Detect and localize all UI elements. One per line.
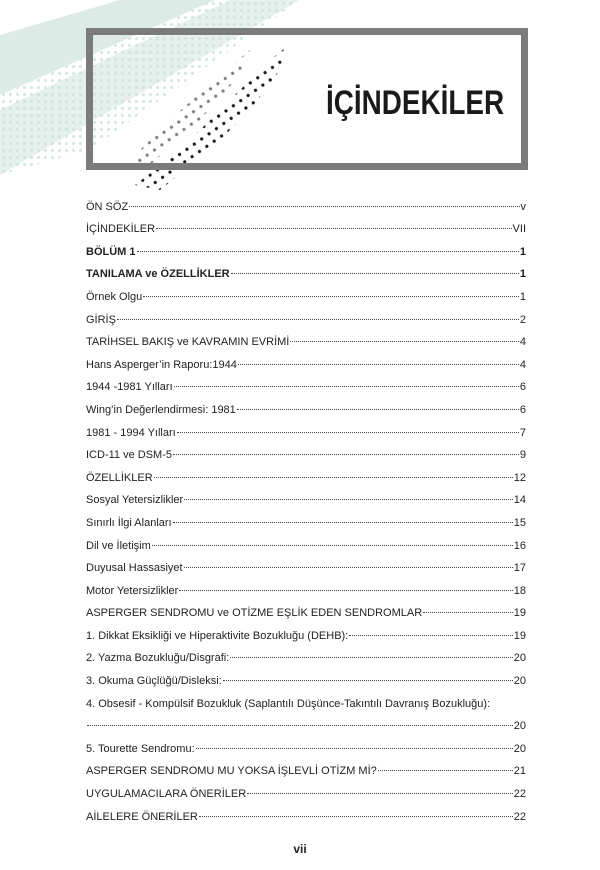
toc-leader-dots <box>231 272 519 274</box>
toc-entry-label: Hans Asperger’in Raporu:1944 <box>86 358 237 371</box>
toc-entry-page: 1 <box>519 290 526 303</box>
toc-leader-dots <box>143 295 519 297</box>
toc-entry-page: 16 <box>513 539 526 552</box>
toc-entry-page: 18 <box>513 584 526 597</box>
toc-entry-page: 15 <box>513 516 526 529</box>
toc-entry-label: UYGULAMACILARA ÖNERİLER <box>86 788 247 801</box>
toc-entry-label: 3. Okuma Güçlüğü/Disleksi: <box>86 675 222 688</box>
toc-entry[interactable] <box>86 416 526 439</box>
toc-entry-page: 19 <box>513 607 526 620</box>
toc-leader-dots <box>349 634 512 636</box>
toc-entry[interactable] <box>86 235 526 258</box>
toc-leader-dots <box>184 498 513 500</box>
toc-leader-dots <box>173 453 519 455</box>
toc-entry-label: 1981 - 1994 Yılları <box>86 426 176 439</box>
toc-leader-dots <box>174 385 519 387</box>
toc-entry-page: 17 <box>513 562 526 575</box>
toc-entry[interactable] <box>86 529 526 552</box>
toc-entry-page: 19 <box>513 629 526 642</box>
toc-leader-dots <box>87 724 513 726</box>
toc-entry-label: TARİHSEL BAKIŞ ve KAVRAMIN EVRİMİ <box>86 336 290 349</box>
toc-entry[interactable] <box>86 800 526 823</box>
toc-entry-page: 20 <box>513 652 526 665</box>
toc-entry-label: 4. Obsesif - Kompülsif Bozukluk (Saplantılı Düşünce-Takıntılı Davranış Bozukluğu): <box>86 697 491 710</box>
toc-leader-dots <box>173 521 513 523</box>
toc-entry-label: Örnek Olgu <box>86 290 143 303</box>
toc-entry-page: 9 <box>519 449 526 462</box>
toc-entry-label: Sosyal Yetersizlikler <box>86 494 184 507</box>
toc-entry[interactable] <box>86 619 526 642</box>
toc-leader-dots <box>179 589 512 591</box>
toc-entry[interactable] <box>86 393 526 416</box>
toc-entry[interactable] <box>86 597 526 620</box>
toc-entry-page: v <box>520 200 526 213</box>
toc-entry[interactable] <box>86 348 526 371</box>
toc-leader-dots <box>156 227 511 229</box>
toc-entry[interactable] <box>86 190 526 213</box>
toc-leader-dots <box>199 815 513 817</box>
toc-entry[interactable] <box>86 461 526 484</box>
toc-entry-page: 6 <box>519 403 526 416</box>
toc-entry-page: 22 <box>513 810 526 823</box>
toc-entry-page: 20 <box>513 720 526 733</box>
toc-entry-label: ÖZELLİKLER <box>86 471 153 484</box>
toc-entry-page: 12 <box>513 471 526 484</box>
toc-entry-label: BÖLÜM 1 <box>86 245 136 258</box>
toc-entry[interactable] <box>86 439 526 462</box>
toc-leader-dots <box>237 408 519 410</box>
toc-entry-label: Dil ve İletişim <box>86 539 151 552</box>
toc-leader-dots <box>223 679 513 681</box>
toc-entry-page: 21 <box>513 765 526 778</box>
toc-entry-page: VII <box>512 223 526 236</box>
toc-entry[interactable] <box>86 303 526 326</box>
toc-entry-label: Sınırlı İlgi Alanları <box>86 516 172 529</box>
toc-leader-dots <box>196 747 513 749</box>
toc-entry[interactable] <box>86 732 526 755</box>
toc-leader-dots <box>129 205 519 207</box>
toc-entry-label: Motor Yetersizlikler <box>86 584 179 597</box>
toc-entry-label: 5. Tourette Sendromu: <box>86 742 195 755</box>
title-frame-gap <box>86 150 286 174</box>
toc-entry-page: 2 <box>519 313 526 326</box>
toc-leader-dots <box>247 792 513 794</box>
page-title: İÇİNDEKİLER <box>326 84 505 122</box>
toc-leader-dots <box>117 318 519 320</box>
toc-entry-label: AİLELERE ÖNERİLER <box>86 810 198 823</box>
toc-entry[interactable] <box>86 371 526 394</box>
toc-entry[interactable] <box>86 687 526 710</box>
toc-leader-dots <box>177 431 519 433</box>
toc-leader-dots <box>423 611 513 613</box>
toc-entry-label: İÇİNDEKİLER <box>86 223 156 236</box>
toc-leader-dots <box>378 769 513 771</box>
toc-entry-page: 1 <box>519 245 526 258</box>
toc-entry-label: 2. Yazma Bozukluğu/Disgrafi: <box>86 652 230 665</box>
toc-leader-dots <box>152 544 513 546</box>
toc-entry-page: 4 <box>519 336 526 349</box>
toc-entry[interactable] <box>86 552 526 575</box>
toc-leader-dots <box>184 566 513 568</box>
toc-leader-dots <box>290 340 519 342</box>
toc-entry-label: ASPERGER SENDROMU MU YOKSA İŞLEVLİ OTİZM Mİ? <box>86 765 377 778</box>
toc-leader-dots <box>238 363 519 365</box>
toc-entry-page: 14 <box>513 494 526 507</box>
toc-entry[interactable] <box>86 484 526 507</box>
toc-entry-page: 6 <box>519 381 526 394</box>
toc-leader-dots <box>137 250 519 252</box>
toc-entry[interactable] <box>86 574 526 597</box>
toc-entry-label: TANILAMA ve ÖZELLİKLER <box>86 268 230 281</box>
toc-leader-dots <box>154 476 513 478</box>
toc-entry[interactable] <box>86 213 526 236</box>
toc-entry-page: 20 <box>513 742 526 755</box>
toc-entry-page: 20 <box>513 675 526 688</box>
toc-entry-label: Wing’in Değerlendirmesi: 1981 <box>86 403 236 416</box>
toc-entry-label: ICD-11 ve DSM-5 <box>86 449 172 462</box>
toc-entry-label: 1. Dikkat Eksikliği ve Hiperaktivite Bozukluğu (DEHB): <box>86 629 349 642</box>
toc-entry[interactable] <box>86 642 526 665</box>
toc-entry[interactable] <box>86 755 526 778</box>
toc-entry[interactable] <box>86 664 526 687</box>
toc-entry-page: 22 <box>513 788 526 801</box>
toc-leader-dots <box>230 656 512 658</box>
toc-entry[interactable] <box>86 326 526 349</box>
toc-entry-page: 1 <box>519 268 526 281</box>
toc-entry-label: Duyusal Hassasiyet <box>86 562 183 575</box>
toc-entry[interactable] <box>86 777 526 800</box>
toc-entry[interactable] <box>86 280 526 303</box>
toc-entry-continuation[interactable] <box>86 710 526 733</box>
toc-entry-label: ASPERGER SENDROMU ve OTİZME EŞLİK EDEN SENDROMLAR <box>86 607 423 620</box>
toc-entry-page: 4 <box>519 358 526 371</box>
page-number: vii <box>293 842 307 856</box>
toc-entry[interactable] <box>86 258 526 281</box>
toc-entry[interactable] <box>86 506 526 529</box>
table-of-contents <box>86 190 526 823</box>
toc-entry-label: 1944 -1981 Yılları <box>86 381 173 394</box>
toc-entry-label: GİRİŞ <box>86 313 116 326</box>
toc-entry-label: ÖN SÖZ <box>86 200 129 213</box>
toc-entry-page: 7 <box>519 426 526 439</box>
